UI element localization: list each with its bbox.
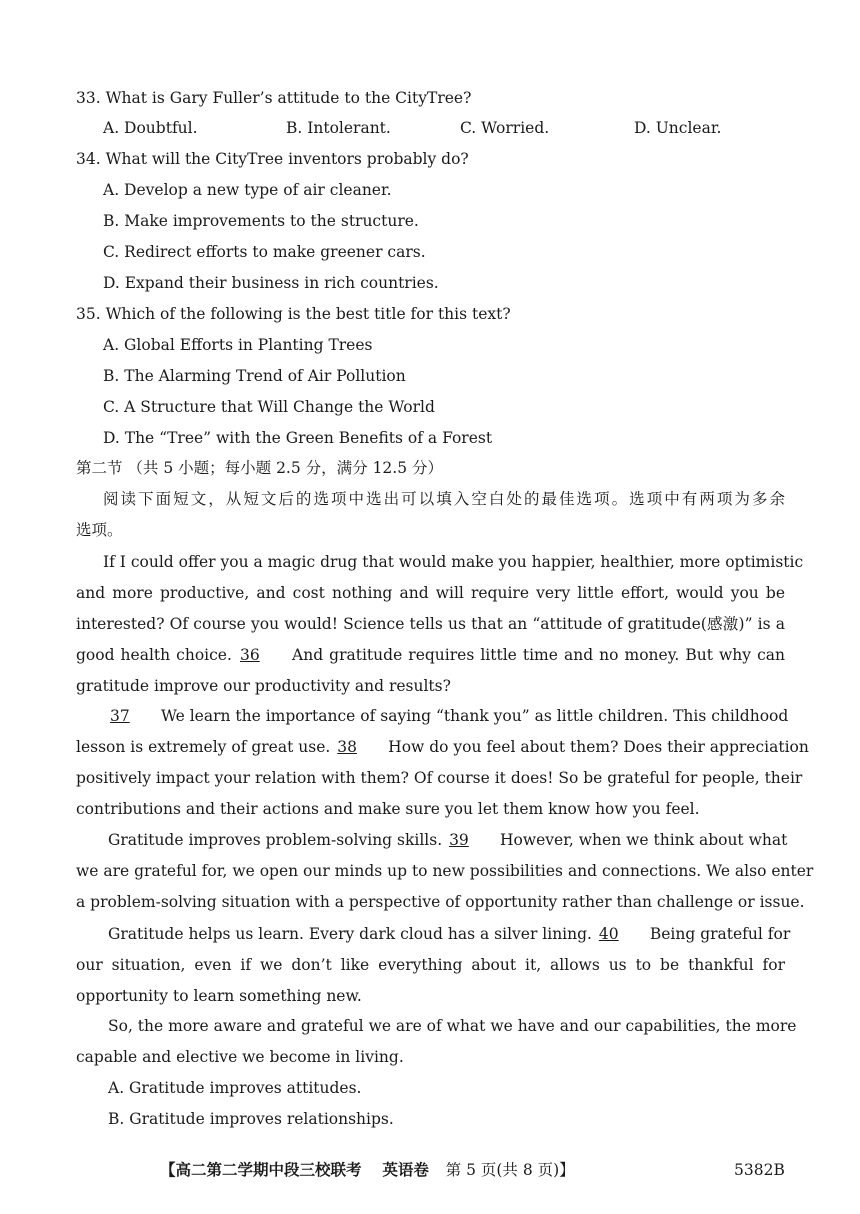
question-33-stem: 33. What is Gary Fuller’s attitude to the CityTree? <box>76 89 472 107</box>
blank-39: 39 <box>449 831 469 849</box>
passage-line: opportunity to learn something new. <box>76 987 362 1005</box>
passage-text: And gratitude requires little time and no money. But why can <box>292 646 785 664</box>
passage-text: Gratitude improves problem-solving skills. <box>108 831 443 849</box>
passage-line: positively impact your relation with them? Of course it does! So be grateful for people, their <box>76 769 803 787</box>
footer-page-number: 第 5 页(共 8 页)】 <box>445 1161 575 1179</box>
question-34-option-c: C. Redirect efforts to make greener cars. <box>103 243 426 261</box>
footer-code: 5382B <box>734 1161 785 1179</box>
passage-line: our situation, even if we don’t like everything about it, allows us to be thankful for <box>76 956 785 974</box>
section-instructions: 阅读下面短文，从短文后的选项中选出可以填入空白处的最佳选项。选项中有两项为多余 <box>103 490 785 508</box>
question-35-stem: 35. Which of the following is the best title for this text? <box>76 305 511 323</box>
question-34-option-a: A. Develop a new type of air cleaner. <box>103 181 392 199</box>
question-33-option-a: A. Doubtful. <box>103 119 198 137</box>
passage-line <box>108 830 788 850</box>
footer-exam-name: 【高二第二学期中段三校联考 <box>160 1160 362 1179</box>
question-33-option-d: D. Unclear. <box>634 119 722 137</box>
passage-text: However, when we think about what <box>500 831 788 849</box>
blank-37: 37 <box>110 707 130 725</box>
passage-text: We learn the importance of saying “thank you” as little children. This childhood <box>160 707 789 725</box>
passage-line: and more productive, and cost nothing and will require very little effort, would you be <box>76 584 785 602</box>
passage-text: How do you feel about them? Does their appreciation <box>388 738 809 756</box>
question-35-option-d: D. The “Tree” with the Green Benefits of a Forest <box>103 429 493 447</box>
question-33-option-b: B. Intolerant. <box>286 119 391 137</box>
passage-line <box>108 706 789 726</box>
passage-line: capable and elective we become in living. <box>76 1048 404 1066</box>
choice-a: A. Gratitude improves attitudes. <box>108 1079 362 1097</box>
passage-line <box>76 737 809 757</box>
passage-text: Gratitude helps us learn. Every dark cloud has a silver lining. <box>108 925 592 943</box>
passage-line: we are grateful for, we open our minds up to new possibilities and connections. We also enter <box>76 862 814 880</box>
blank-40: 40 <box>598 925 619 943</box>
footer-subject: 英语卷 <box>382 1160 429 1179</box>
footer-title <box>160 1160 575 1180</box>
passage-line: contributions and their actions and make sure you let them know how you feel. <box>76 800 700 818</box>
passage-text: lesson is extremely of great use. <box>76 738 331 756</box>
passage-line <box>108 924 791 944</box>
section-instructions-end: 选项。 <box>76 521 123 539</box>
passage-line: a problem-solving situation with a perspective of opportunity rather than challenge or issue. <box>76 893 805 911</box>
question-34-option-b: B. Make improvements to the structure. <box>103 212 419 230</box>
choice-b: B. Gratitude improves relationships. <box>108 1110 394 1128</box>
question-35-option-b: B. The Alarming Trend of Air Pollution <box>103 367 406 385</box>
blank-38: 38 <box>337 738 357 756</box>
passage-line: interested? Of course you would! Science tells us that an “attitude of gratitude(感激)” is a <box>76 615 785 633</box>
question-35-option-a: A. Global Efforts in Planting Trees <box>103 336 373 354</box>
question-34-stem: 34. What will the CityTree inventors probably do? <box>76 150 469 168</box>
blank-36: 36 <box>239 646 260 664</box>
question-33-option-c: C. Worried. <box>460 119 550 137</box>
passage-line: gratitude improve our productivity and results? <box>76 677 451 695</box>
passage-line <box>76 645 785 665</box>
passage-text: good health choice. <box>76 646 232 664</box>
passage-line: So, the more aware and grateful we are of what we have and our capabilities, the more <box>108 1017 797 1035</box>
section-heading: 第二节 （共 5 小题；每小题 2.5 分，满分 12.5 分） <box>76 459 444 477</box>
question-34-option-d: D. Expand their business in rich countries. <box>103 274 439 292</box>
question-35-option-c: C. A Structure that Will Change the World <box>103 398 435 416</box>
passage-line: If I could offer you a magic drug that would make you happier, healthier, more optimistic <box>103 553 804 571</box>
passage-text: Being grateful for <box>649 925 791 943</box>
